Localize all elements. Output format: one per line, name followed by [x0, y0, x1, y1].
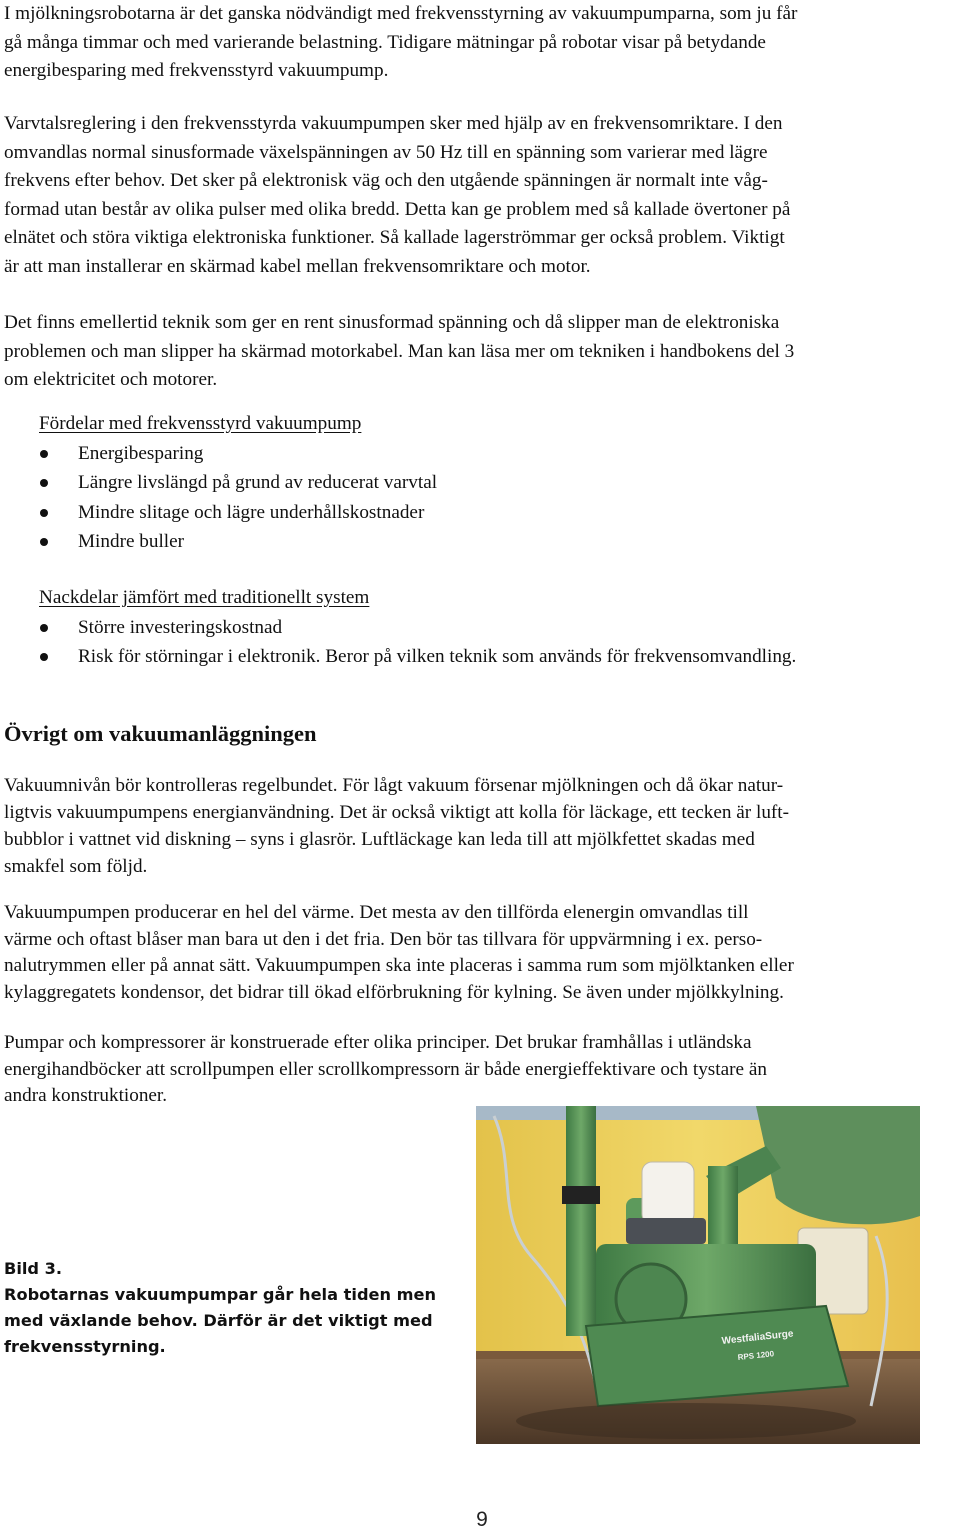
text-line: energihandböcker att scrollpumpen eller scrollkompressorn är både energieffektivare och tystare än: [4, 1058, 767, 1080]
paragraph-robots: [4, 0, 956, 86]
bullet-icon: [40, 509, 48, 517]
list-item-text: Risk för störningar i elektronik. Beror på vilken teknik som används för frekvensomvandling.: [78, 646, 797, 667]
bullet-icon: [40, 538, 48, 546]
text-line: frekvens efter behov. Det sker på elektronisk väg och den utgående spänningen är normalt inte våg-: [4, 170, 768, 192]
control-box: [626, 1218, 706, 1244]
text-line: ligtvis vakuumpumpens energianvändning. Det är också viktigt att kolla för läckage, ett tecken är luft-: [4, 802, 790, 823]
floor-stain: [516, 1403, 856, 1439]
text-line: andra konstruktioner.: [4, 1085, 168, 1106]
paragraph-pumps: [4, 1030, 956, 1110]
paragraph-vacuum-level: [4, 772, 956, 880]
list-item-text: Mindre buller: [78, 531, 185, 552]
disadvantages-title: Nackdelar jämfört med traditionellt system: [39, 587, 370, 608]
text-line: problemen och man slipper ha skärmad motorkabel. Man kan läsa mer om tekniken i handbokens del 3: [4, 340, 795, 362]
section-heading: Övrigt om vakuumanläggningen: [4, 721, 317, 746]
text-line: elnätet och störa viktiga elektroniska funktioner. Så kallade lagerströmmar ger också problem. Viktigt: [4, 227, 785, 249]
text-line: Varvtalsreglering i den frekvensstyrda vakuumpumpen sker med hjälp av en frekvensomriktare. I den: [4, 113, 783, 134]
paragraph-heat: [4, 900, 956, 1006]
regulator-cap: [642, 1162, 694, 1224]
caption-line: Robotarnas vakuumpumpar går hela tiden men: [4, 1285, 437, 1304]
list-item-text: Större investeringskostnad: [78, 617, 283, 638]
bullet-icon: [40, 479, 48, 487]
vacuum-pump-photo: [476, 1106, 920, 1444]
text-line: I mjölkningsrobotarna är det ganska nödvändigt med frekvensstyrning av vakuumpumparna, som ju får: [4, 3, 798, 24]
text-line: gå många timmar och med varierande belastning. Tidigare mätningar på robotar visar på betydande: [4, 31, 766, 53]
text-line: kylaggregatets kondensor, det bidrar till ökad elförbrukning för kylning. Se även under mjölkkylning.: [4, 981, 784, 1003]
advantages-title: Fördelar med frekvensstyrd vakuumpump: [39, 413, 362, 434]
caption-line: med växlande behov. Därför är det viktigt med: [4, 1311, 433, 1330]
bullet-icon: [40, 624, 48, 632]
page-number: 9: [476, 1508, 488, 1531]
list-item-text: Energibesparing: [78, 443, 204, 464]
vacuum-pipe: [566, 1106, 596, 1336]
caption-line: frekvensstyrning.: [4, 1337, 166, 1356]
text-line: är att man installerar en skärmad kabel mellan frekvensomriktare och motor.: [4, 255, 591, 277]
text-line: formad utan består av olika pulser med olika bredd. Detta kan ge problem med så kallade övertoner på: [4, 198, 791, 220]
text-line: Det finns emellertid teknik som ger en rent sinusformad spänning och då slipper man de elektroniska: [4, 312, 780, 333]
text-line: om elektricitet och motorer.: [4, 369, 218, 391]
brand-label: WestfaliaSurge: [721, 1328, 794, 1347]
text-line: energibesparing med frekvensstyrd vakuumpump.: [4, 60, 389, 82]
model-label: RPS 1200: [737, 1349, 775, 1362]
bullet-icon: [40, 653, 48, 661]
text-line: Vakuumpumpen producerar en hel del värme. Det mesta av den tillförda elenergin omvandlas till: [4, 902, 749, 923]
bullet-icon: [40, 450, 48, 458]
text-line: omvandlas normal sinusformade växelspänningen av 50 Hz till en spänning som varierar med lägre: [4, 141, 768, 163]
text-line: nalutrymmen eller på annat sätt. Vakuumpumpen ska inte placeras i samma rum som mjölktanken eller: [4, 955, 794, 976]
figure-caption: [4, 1256, 444, 1360]
text-line: Pumpar och kompressorer är konstruerade efter olika principer. Det brukar framhållas i utländska: [4, 1032, 752, 1053]
list-item-text: Mindre slitage och lägre underhållskostnader: [78, 502, 425, 523]
text-line: smakfel som följd.: [4, 856, 148, 877]
list-item-text: Längre livslängd på grund av reducerat varvtal: [78, 472, 438, 493]
text-line: värme och oftast blåser man bara ut den i det fria. Den bör tas tillvara för uppvärmning i ex. perso-: [4, 928, 763, 950]
text-line: Vakuumnivån bör kontrolleras regelbundet. För lågt vakuum försenar mjölkningen och då ökar natur-: [4, 775, 784, 796]
paragraph-speed-control: [4, 110, 956, 282]
paragraph-sine-technique: [4, 309, 956, 395]
text-line: bubblor i vattnet vid diskning – syns i glasrör. Luftläckage kan leda till att mjölkfettet skadas med: [4, 829, 755, 850]
caption-line: Bild 3.: [4, 1259, 63, 1278]
pipe-coupling: [562, 1186, 600, 1204]
